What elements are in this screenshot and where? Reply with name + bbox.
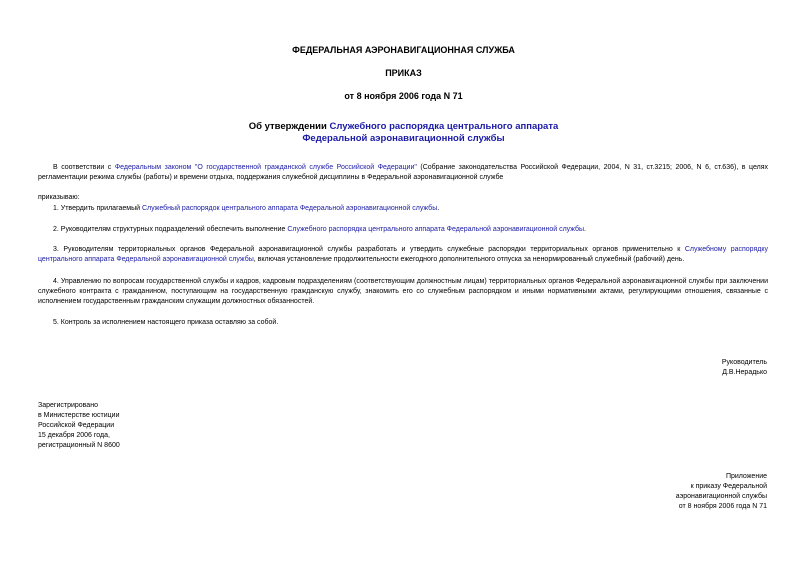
- item-3-text: 3. Руководителям территориальных органов Федеральной аэронавигационной службы разработать и утвердить служебные распорядки территориальных органов применительно к: [53, 246, 685, 253]
- registration-line: 15 декабря 2006 года,: [38, 432, 110, 439]
- appendix-line: к приказу Федеральной: [690, 483, 767, 490]
- registration-line: Российской Федерации: [38, 422, 115, 429]
- federal-law-link[interactable]: Федеральным законом "О государственной гражданской службе Российской Федерации": [114, 164, 417, 171]
- appendix-line: Приложение: [725, 473, 767, 480]
- item-3-link[interactable]: Служебному распорядку центрального аппарата Федеральной аэронавигационной службы: [38, 246, 768, 263]
- registration-line: регистрационный N 8600: [38, 442, 120, 449]
- item-1: [38, 204, 768, 214]
- document-date-number: от 8 ноября 2006 года N 71: [344, 91, 463, 101]
- appendix-line: от 8 ноября 2006 года N 71: [678, 503, 767, 510]
- subject-prefix: Об утверждении: [248, 121, 330, 132]
- signature-name: Д.В.Нерадько: [722, 369, 767, 376]
- document-type: ПРИКАЗ: [385, 68, 422, 78]
- signature-block: [722, 358, 767, 378]
- item-3: [38, 245, 768, 265]
- item-1-link[interactable]: Служебный распорядок центрального аппарата Федеральной аэронавигационной службы: [141, 205, 438, 212]
- signature-position: Руководитель: [721, 359, 767, 366]
- order-word: приказываю:: [38, 194, 80, 201]
- item-5: 5. Контроль за исполнением настоящего приказа оставляю за собой.: [53, 319, 279, 326]
- preamble-paragraph: [38, 163, 768, 183]
- appendix-line: аэронавигационной службы: [675, 493, 767, 500]
- preamble-text-after: (Собрание законодательства Российской Федерации, 2004, N 31, ст.3215; 2006, N 6, ст.636), в целях регламентации режима службы (работы) и времени отдыха, поддержания служебной дисциплины в Федеральной аэронавигационной службе: [38, 164, 768, 181]
- preamble-text-before: В соответствии с: [53, 164, 115, 171]
- item-2: [38, 225, 768, 235]
- subject-link-line2[interactable]: Федеральной аэронавигационной службы: [302, 133, 505, 144]
- item-2-end: .: [584, 226, 586, 233]
- item-2-text: 2. Руководителям структурных подразделений обеспечить выполнение: [53, 226, 288, 233]
- registration-line: в Министерстве юстиции: [38, 412, 120, 419]
- registration-line: Зарегистрировано: [38, 402, 98, 409]
- registration-block: [38, 401, 120, 451]
- appendix-block: [676, 472, 767, 512]
- item-4: 4. Управлению по вопросам государственной службы и кадров, кадровым подразделениям (соответствующим должностным лицам) территориальных органов Федеральной аэронавигационной службы при заключении служебного контракта с гражданином, поступающим на государственную гражданскую службу, знакомить его со служебным распорядком и иными нормативными актами, регулирующими отношения, связанные с исполнением государственным гражданским служащим должностных обязанностей.: [38, 278, 768, 305]
- document-subject: [0, 121, 807, 145]
- item-3-end: , включая установление продолжительности ежегодного дополнительного отпуска за ненормированный служебный (рабочий) день.: [253, 256, 685, 263]
- subject-link-line1[interactable]: Служебного распорядка центрального аппарата: [329, 121, 559, 132]
- item-2-link[interactable]: Служебного распорядка центрального аппарата Федеральной аэронавигационной службы: [287, 226, 585, 233]
- agency-title: ФЕДЕРАЛЬНАЯ АЭРОНАВИГАЦИОННАЯ СЛУЖБА: [292, 45, 515, 55]
- item-1-text: 1. Утвердить прилагаемый: [53, 205, 142, 212]
- item-1-end: .: [437, 205, 440, 212]
